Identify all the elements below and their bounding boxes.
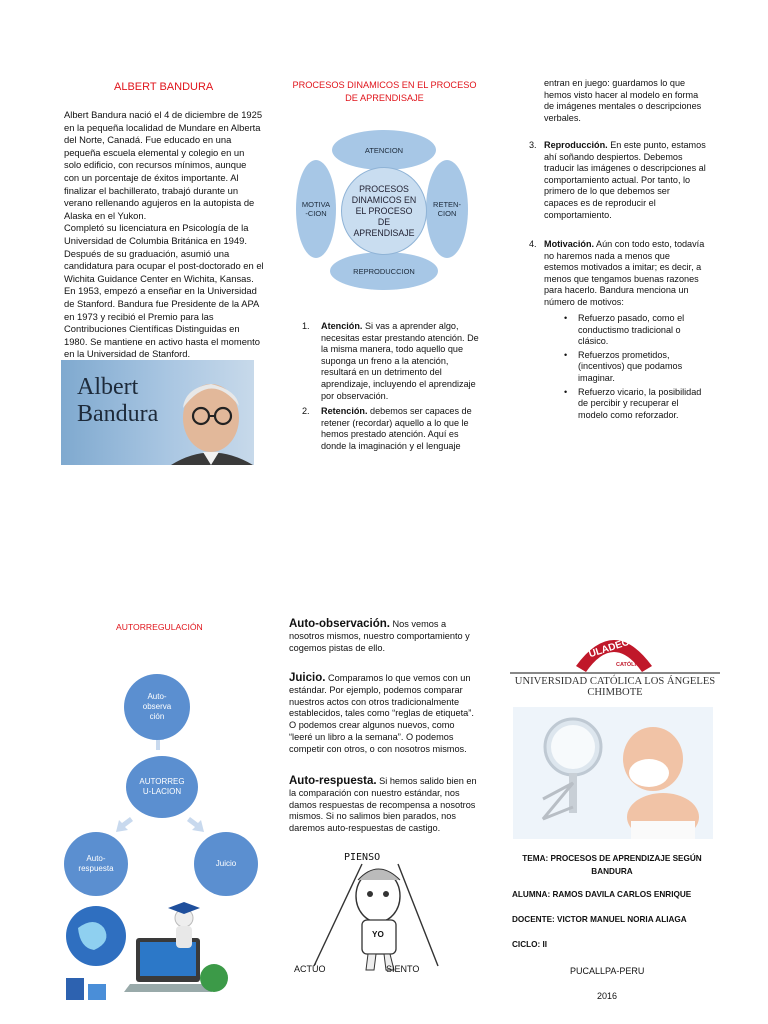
bullet-dot: • <box>564 349 568 360</box>
university-name: UNIVERSIDAD CATÓLICA LOS ÁNGELES <box>514 676 716 687</box>
auto-observation-text: Nos vemos a nosotros mismos, nuestro comportamiento y cogemos pistas de ello. <box>289 619 470 653</box>
portrait-illustration <box>61 360 254 465</box>
list-item-attention <box>321 321 483 402</box>
university-city: CHIMBOTE <box>587 687 643 698</box>
figure-feel-label: SIENTO <box>386 964 420 974</box>
bio-paragraph-2: Completó su licenciatura en Psicología de la Universidad de Columbia Británica en 1949. Después de su graduación, asumió una candidatura para ocupar el post-doctorado en el Wichita Guidance Center en Wichita, Kansas. En 1953, empezó a enseñar en la Universidad de Stanford. Bandura fue Presidente de la APA en 1973 y recibió el Premio para las Contribuciones Científicas Distinguidas en 1980. Se mantiene en activo hasta el momento en la Universidad de Stanford. <box>64 222 264 360</box>
bullet-text: Refuerzo vicario, la posibilidad de percibir y recuperar el modelo como reforzador. <box>578 386 702 420</box>
processes-title: PROCESOS DINAMICOS EN EL PROCESO DE APRENDISAJE <box>292 80 477 103</box>
diagram-attention-label: ATENCION <box>364 145 404 155</box>
auto-observation-head: Auto-observación. <box>289 618 390 630</box>
auto-observation-label: Auto- observa ción <box>142 692 172 721</box>
cover-cycle: CICLO: II <box>512 940 548 949</box>
bullet-dot: • <box>564 386 568 397</box>
retention-text: debemos ser capaces de retener (recordar) aquello a lo que le hemos prestado atención. Aquí es donde la imaginación y el lenguaje <box>321 406 472 451</box>
bandura-bio <box>64 109 264 361</box>
cover-topic: TEMA: PROCESOS DE APRENDIZAJE SEGÚN BANDURA <box>522 854 702 876</box>
figure-self-label: YO <box>372 930 384 939</box>
circle-auto-observation <box>124 674 190 740</box>
retention-head: Retención. <box>321 406 368 416</box>
auto-response-head: Auto-respuesta. <box>289 775 377 787</box>
diagram-reproduction <box>330 252 438 290</box>
bullet-text: Refuerzo pasado, como el conductismo tradicional o clásico. <box>578 313 685 347</box>
figure-act-label: ACTÚO <box>294 964 326 974</box>
item-number-2: 2. <box>302 406 310 416</box>
bullet-item <box>564 313 704 348</box>
diagram-retention <box>426 160 468 258</box>
diagram-retention-label: RETEN- CION <box>433 200 461 218</box>
item-number-1: 1. <box>302 321 310 331</box>
cover-teacher: DOCENTE: VICTOR MANUEL NORIA ALIAGA <box>512 915 687 924</box>
diagram-center-label: PROCESOS DINAMICOS EN EL PROCESO DE APRENDISAJE <box>351 183 417 238</box>
reproduction-text: En este punto, estamos ahí soñando despiertos. Debemos traducir las imágenes o descripciones al comportamiento actual. Por tanto, lo primero de lo que debemos ser capaces es de reproducir el comportamiento. <box>544 140 706 220</box>
self-regulation-label: AUTORREG U-LACION <box>139 777 185 796</box>
list-item-motivation <box>544 239 706 309</box>
diagram-reproduction-label: REPRODUCCION <box>353 266 415 276</box>
diagram-motivation <box>296 160 336 258</box>
learning-process-diagram <box>296 130 468 290</box>
attention-text: Si vas a aprender algo, necesitas estar prestando atención. De la misma manera, todo aquello que suponga un freno a la atención, resultará en un detrimento del aprendizaje, incluyendo el aprendizaje por observación. <box>321 321 479 401</box>
judgment-paragraph <box>289 673 479 756</box>
logo-divider <box>510 672 720 674</box>
circle-judgment <box>194 832 258 896</box>
auto-observation-paragraph <box>289 619 479 654</box>
motivation-text: Aún con todo esto, todavía no haremos nada a menos que estemos motivados a imitar; es decir, a menos que tengamos buenas razones para hacerlo. Bandura menciona un número de motivos: <box>544 239 705 307</box>
logo-subtext: CATÓLICA <box>616 662 645 668</box>
baby-shaving-photo <box>513 707 713 839</box>
technology-illustration <box>64 898 264 1008</box>
figure-think-label: PIENSO <box>344 852 381 863</box>
list-item-retention <box>321 406 477 452</box>
cover-student: ALUMNA: RAMOS DAVILA CARLOS ENRIQUE <box>512 890 692 899</box>
triangle-figure <box>288 850 476 980</box>
judgment-text: Comparamos lo que vemos con un estándar. Por ejemplo, podemos comparar nuestros actos con otros tradicionalmente establecidos, tales como “reglas de etiqueta”. O podemos crear algunos nuevos, como “leeré un libro a la semana”. O podemos competir con otros, o con nosotros mismos. <box>289 673 474 754</box>
bandura-title: ALBERT BANDURA <box>114 81 214 93</box>
cover-place: PUCALLPA-PERU <box>570 966 645 976</box>
self-regulation-diagram <box>60 670 260 900</box>
uladech-logo <box>572 626 656 674</box>
judgment-head: Juicio. <box>289 672 326 684</box>
judgment-label: Juicio <box>215 859 237 868</box>
bio-paragraph-1: Albert Bandura nació el 4 de diciembre de 1925 en la pequeña localidad de Mundare en Alberta del Norte, Canadá. Fue educado en una pequeña escuela elemental y colegio en un solo edificio, con recursos mínimos, aunque con un porcentaje de éxitos importante. Al finalizar el bachillerato, trabajó durante un verano rellenando agujeros en la autopista de Alaska en el Yukon. <box>64 109 263 221</box>
auto-response-text: Si hemos salido bien en la comparación con nuestro estándar, nos damos respuestas de recompensa a nosotros mismos. Si no salimos bien parados, nos daremos auto-respuestas de castigo. <box>289 776 477 834</box>
circle-self-regulation <box>126 756 198 818</box>
list-item-reproduction <box>544 140 706 221</box>
auto-response-paragraph <box>289 776 479 835</box>
circle-auto-response <box>64 832 128 896</box>
retention-continuation: entran en juego: guardamos lo que hemos visto hacer al modelo en forma de imágenes mentales o descripciones verbales. <box>544 78 702 123</box>
think-feel-act-figure <box>288 850 476 980</box>
cover-year: 2016 <box>597 991 618 1001</box>
bandura-photo <box>61 360 254 465</box>
bullet-text: Refuerzos prometidos, (incentivos) que podamos imaginar. <box>578 349 683 383</box>
diagram-attention <box>332 130 436 170</box>
diagram-center <box>341 167 427 255</box>
bullet-item <box>564 350 704 385</box>
bullet-dot: • <box>564 313 568 323</box>
bullet-item <box>564 387 704 422</box>
reproduction-head: Reproducción. <box>544 140 608 150</box>
attention-head: Atención. <box>321 321 363 331</box>
photo-caption-first: Albert <box>77 374 139 400</box>
item-number-4: 4. <box>529 239 537 249</box>
item-number-3: 3. <box>529 140 537 150</box>
motivation-bullets <box>564 313 704 421</box>
motivation-head: Motivación. <box>544 239 595 249</box>
diagram-motivation-label: MOTIVA -CION <box>301 200 331 218</box>
self-regulation-title: AUTORREGULACIÓN <box>116 622 203 632</box>
logo-text: ULADECH <box>587 634 638 661</box>
photo-caption-last: Bandura <box>77 401 159 427</box>
auto-response-label: Auto- respuesta <box>78 854 114 873</box>
